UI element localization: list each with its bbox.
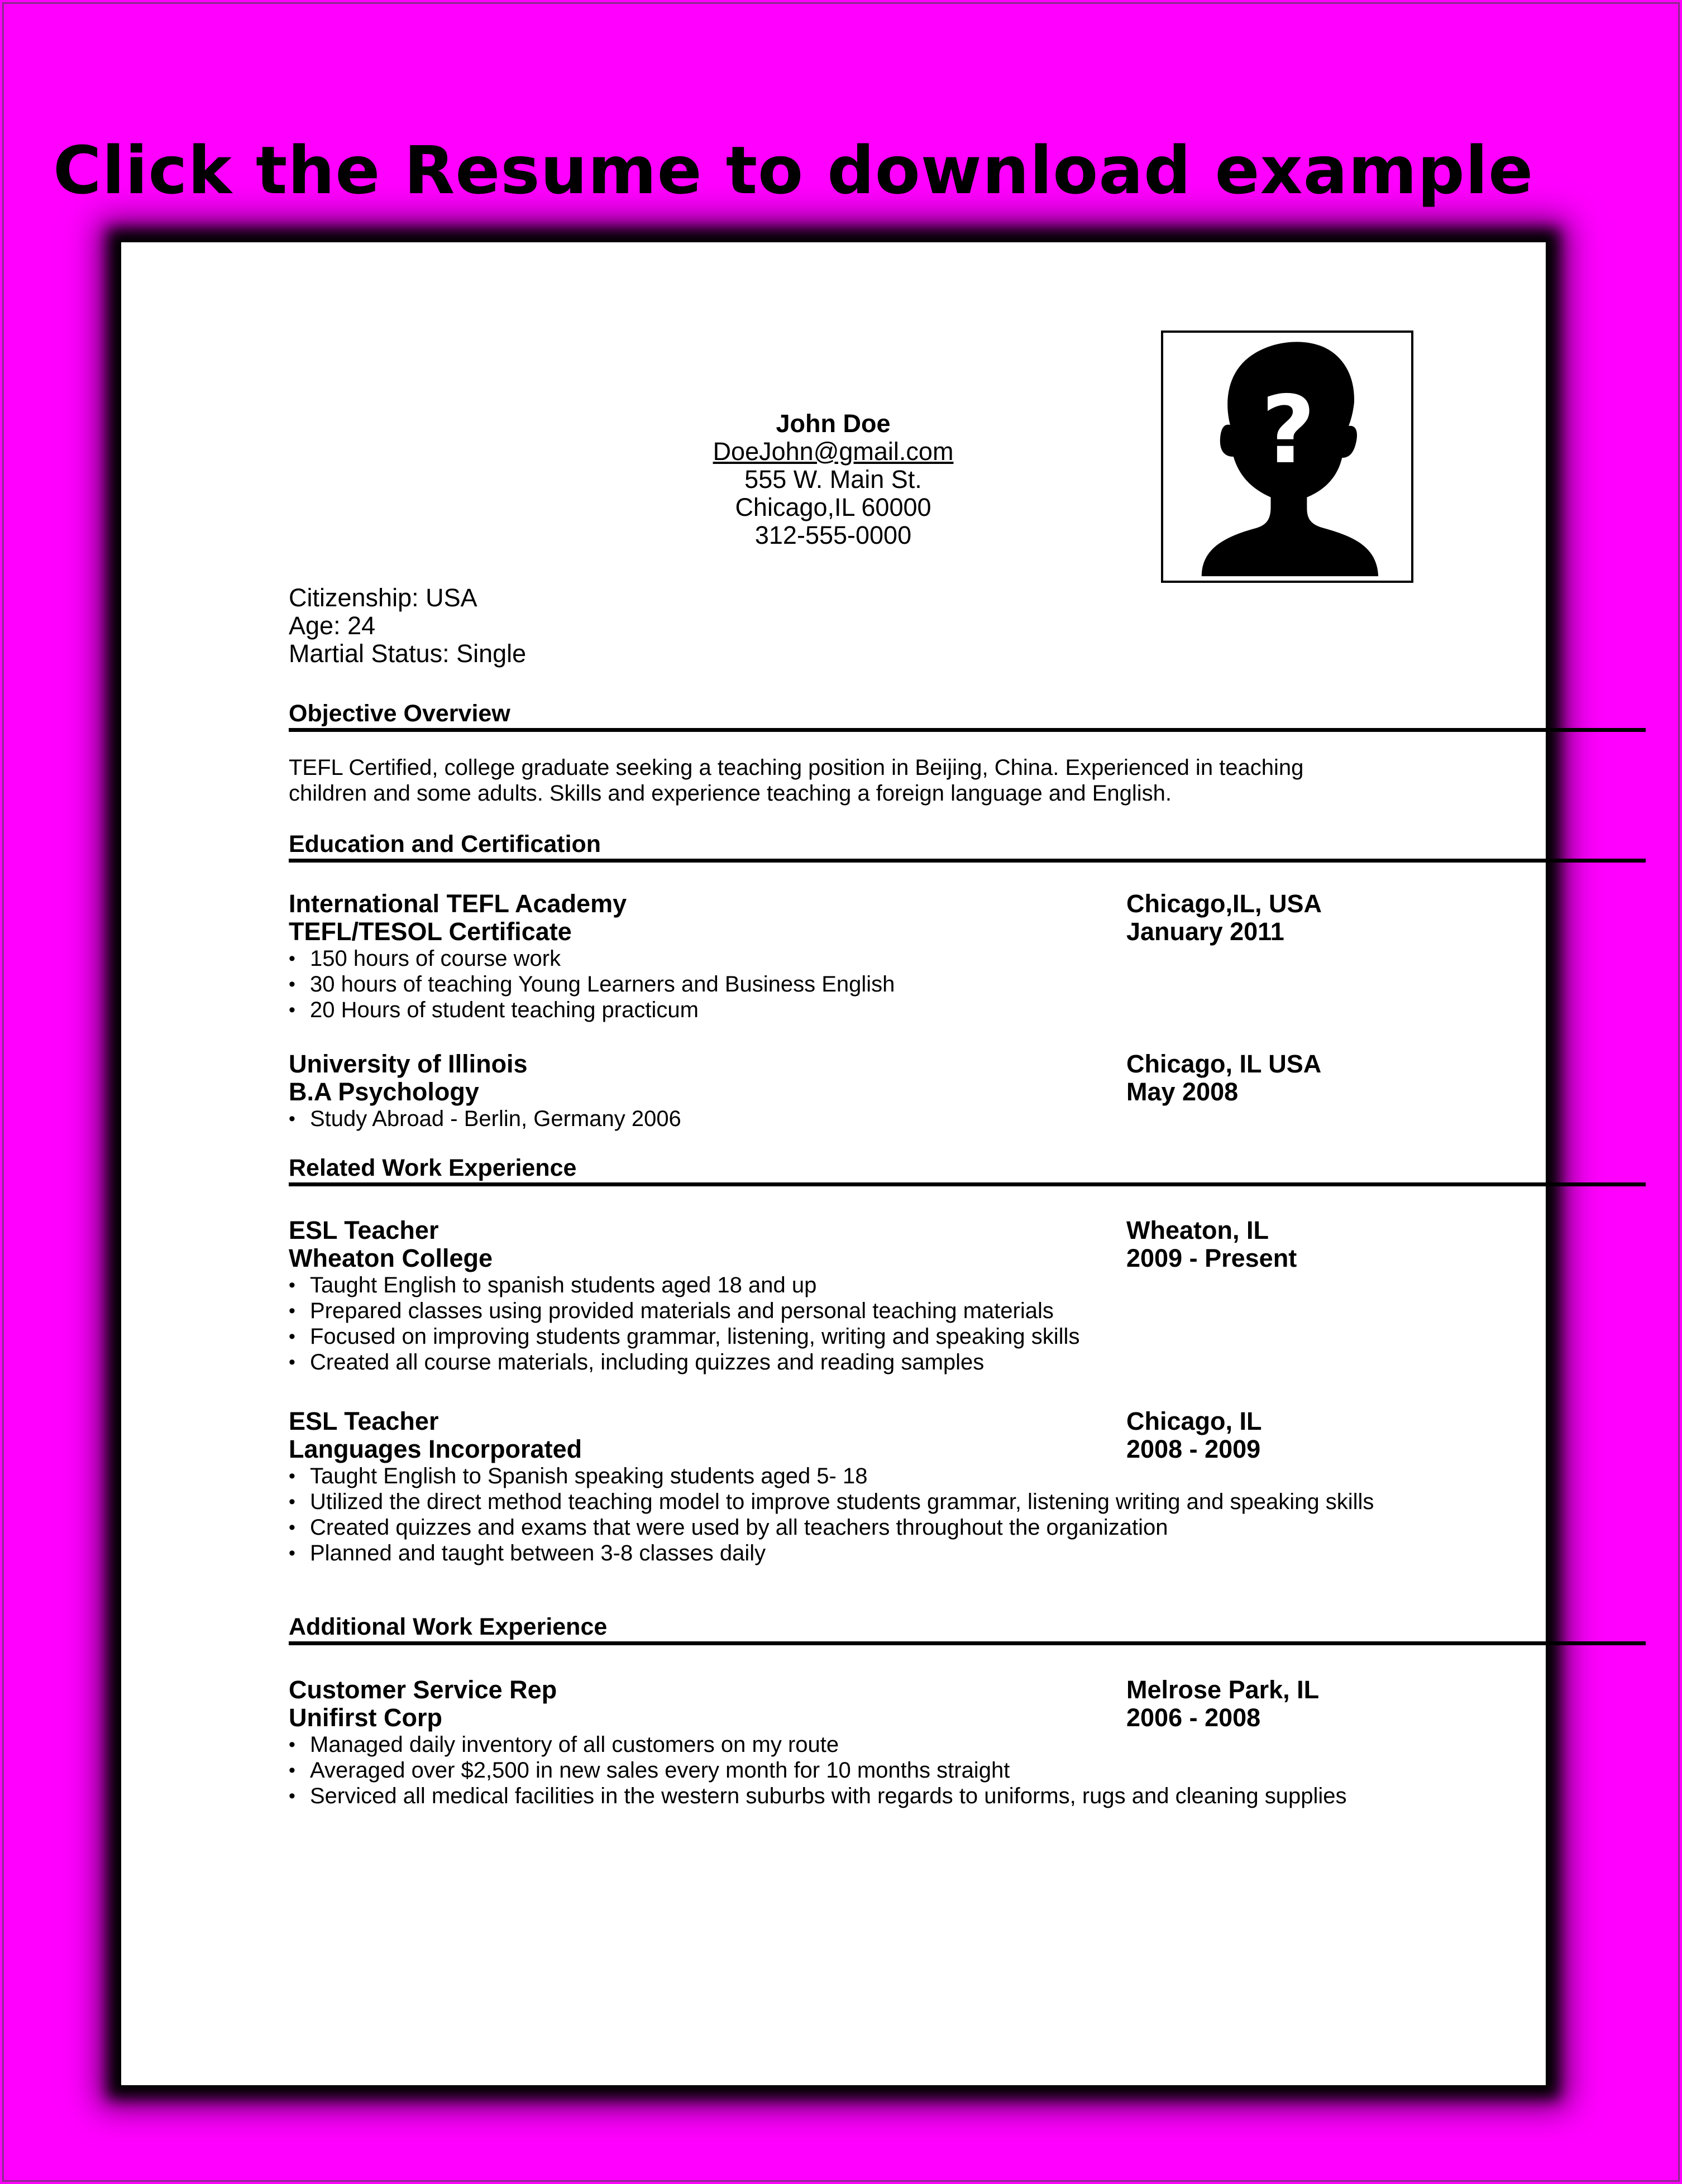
- education-entry: [289, 890, 1646, 1023]
- svg-text:?: ?: [1261, 376, 1316, 485]
- list-item: • Averaged over $2,500 in new sales every month for 10 months straight: [289, 1757, 1399, 1783]
- profile-photo-placeholder: [1161, 331, 1413, 583]
- work-entry: [289, 1216, 1646, 1375]
- work-entry: [289, 1676, 1646, 1809]
- entry-org: ESL Teacher: [289, 1216, 439, 1244]
- entry-location: Melrose Park, IL: [1126, 1675, 1320, 1704]
- objective-line: TEFL Certified, college graduate seeking a teaching position in Beijing, China. Experienced in teaching: [289, 755, 1304, 780]
- entry-org: Customer Service Rep: [289, 1675, 557, 1704]
- age: Age: 24: [289, 611, 376, 640]
- list-item: • 150 hours of course work: [289, 946, 1399, 971]
- list-item: • Utilized the direct method teaching model to improve students grammar, listening writing and speaking skills: [289, 1489, 1399, 1515]
- objective-line: children and some adults. Skills and experience teaching a foreign language and English.: [289, 781, 1172, 806]
- entry-title: Languages Incorporated: [289, 1435, 582, 1463]
- entry-org: International TEFL Academy: [289, 889, 627, 918]
- list-item: • 20 Hours of student teaching practicum: [289, 997, 1399, 1023]
- list-item: • Prepared classes using provided materials and personal teaching materials: [289, 1298, 1399, 1324]
- work-entry: [289, 1407, 1646, 1566]
- section-heading-related-work: Related Work Experience: [289, 1153, 1646, 1186]
- objective-text: [289, 755, 1406, 806]
- section-heading-education: Education and Certification: [289, 830, 1646, 863]
- citizenship: Citizenship: USA: [289, 583, 477, 612]
- entry-date: 2009 - Present: [1126, 1244, 1297, 1272]
- phone-number: 312-555-0000: [754, 521, 912, 549]
- street-address: 555 W. Main St.: [744, 465, 922, 494]
- entry-location: Wheaton, IL: [1126, 1216, 1269, 1244]
- entry-location: Chicago,IL, USA: [1126, 889, 1322, 918]
- email-link[interactable]: DoeJohn@gmail.com: [713, 437, 954, 466]
- list-item: • Focused on improving students grammar, listening, writing and speaking skills: [289, 1324, 1399, 1349]
- personal-info: [289, 584, 526, 668]
- list-item: • Created all course materials, including quizzes and reading samples: [289, 1349, 1399, 1375]
- entry-title: TEFL/TESOL Certificate: [289, 917, 572, 946]
- entry-org: University of Illinois: [289, 1050, 528, 1078]
- section-heading-additional-work: Additional Work Experience: [289, 1612, 1646, 1645]
- applicant-name: John Doe: [776, 409, 891, 438]
- list-item: • 30 hours of teaching Young Learners and Business English: [289, 971, 1399, 997]
- entry-date: 2006 - 2008: [1126, 1703, 1261, 1732]
- list-item: • Taught English to spanish students aged 18 and up: [289, 1272, 1399, 1298]
- entry-location: Chicago, IL USA: [1126, 1050, 1322, 1078]
- list-item: • Created quizzes and exams that were used by all teachers throughout the organization: [289, 1515, 1399, 1540]
- entry-title: Wheaton College: [289, 1244, 493, 1272]
- entry-date: 2008 - 2009: [1126, 1435, 1261, 1463]
- entry-date: January 2011: [1126, 917, 1284, 946]
- section-heading-objective: Objective Overview: [289, 699, 1646, 732]
- list-item: • Study Abroad - Berlin, Germany 2006: [289, 1106, 1399, 1132]
- entry-date: May 2008: [1126, 1077, 1239, 1106]
- list-item: • Planned and taught between 3-8 classes daily: [289, 1540, 1399, 1566]
- list-item: • Serviced all medical facilities in the western suburbs with regards to uniforms, rugs and cleaning supplies: [289, 1783, 1399, 1809]
- resume-document[interactable]: [120, 241, 1547, 2086]
- unknown-person-silhouette-icon: [1163, 333, 1411, 581]
- marital-status: Martial Status: Single: [289, 639, 527, 668]
- list-item: • Taught English to Spanish speaking students aged 5- 18: [289, 1463, 1399, 1489]
- download-banner[interactable]: Click the Resume to download example: [53, 132, 1534, 209]
- list-item: • Managed daily inventory of all customers on my route: [289, 1732, 1399, 1757]
- entry-title: B.A Psychology: [289, 1077, 479, 1106]
- city-state-zip: Chicago,IL 60000: [735, 493, 931, 521]
- entry-title: Unifirst Corp: [289, 1703, 442, 1732]
- entry-org: ESL Teacher: [289, 1407, 439, 1435]
- contact-block: [540, 410, 1126, 549]
- education-entry: [289, 1050, 1646, 1132]
- entry-location: Chicago, IL: [1126, 1407, 1262, 1435]
